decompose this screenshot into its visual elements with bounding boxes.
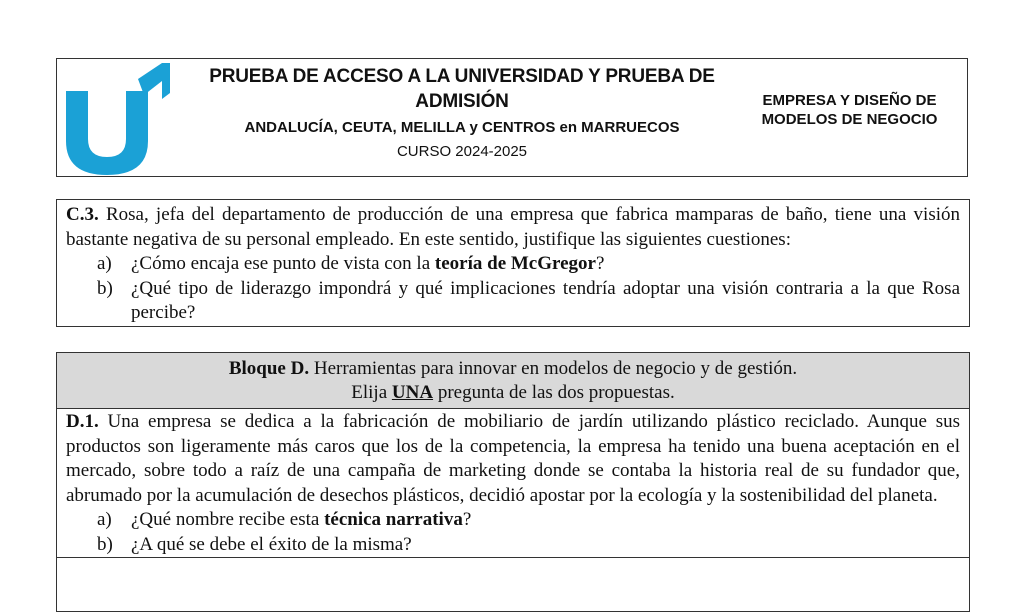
sub-text — [131, 508, 960, 533]
sub-letter: a) — [97, 509, 112, 530]
question-d1-number: D.1. — [66, 411, 99, 432]
exam-course: CURSO 2024-2025 — [396, 143, 528, 160]
question-d1-statement — [66, 410, 960, 508]
subject-line-2: MODELOS DE NEGOCIO — [761, 111, 938, 128]
exam-subject — [747, 91, 952, 129]
sub-text-bold: técnica narrativa — [324, 509, 463, 530]
sub-text — [131, 252, 960, 277]
block-d-title-text: Herramientas para innovar en modelos de negocio y de gestión. — [309, 358, 798, 379]
block-d — [56, 352, 970, 612]
instruction-post: pregunta de las dos propuestas. — [433, 382, 675, 403]
question-d1-a — [66, 508, 960, 533]
exam-header — [56, 58, 968, 177]
question-c3 — [56, 199, 970, 327]
question-c3-text: Rosa, jefa del departamento de producción de una empresa que fabrica mamparas de baño, tiene una visión bastante negativa de su personal empleado. En este sentido, justifique las siguientes cuestiones: — [66, 204, 960, 250]
question-c3-number: C.3. — [66, 204, 99, 225]
question-d1-text: Una empresa se dedica a la fabricación de mobiliario de jardín utilizando plástico reciclado. Aunque sus productos son ligeramente más caros que los de la competencia, la empresa ha tenido una buena aceptación en el mercado, sobre todo a raíz de una campaña de marketing donde se contaba la historia real de su fundador que, abrumado por la acumulación de desechos plásticos, decidió apostar por la ecología y la sostenibilidad del planeta. — [66, 411, 960, 506]
question-c3-statement — [66, 203, 960, 252]
sub-text-pre: ¿Qué nombre recibe esta — [131, 509, 325, 530]
instruction-una: UNA — [391, 382, 434, 403]
header-center — [197, 59, 727, 160]
sub-text-bold: teoría de McGregor — [434, 253, 596, 274]
question-c3-a — [66, 252, 960, 277]
block-d-instruction — [57, 381, 969, 405]
sub-letter: b) — [97, 533, 113, 555]
question-d1 — [57, 409, 969, 558]
exam-title: PRUEBA DE ACCESO A LA UNIVERSIDAD Y PRUEBA DE ADMISIÓN — [209, 66, 715, 112]
sub-text-post: ? — [462, 509, 472, 530]
sub-text-pre: ¿Cómo encaja ese punto de vista con la — [131, 253, 435, 274]
sub-text-post: ? — [595, 253, 605, 274]
instruction-pre: Elija — [351, 382, 392, 403]
block-d-label: Bloque D. — [228, 358, 310, 379]
sub-letter: a) — [97, 253, 112, 274]
block-d-title — [57, 357, 969, 381]
sub-letter: b) — [97, 277, 113, 299]
exam-region: ANDALUCÍA, CEUTA, MELILLA y CENTROS en MARRUECOS — [244, 119, 680, 136]
university-logo-icon — [62, 61, 174, 177]
question-c3-b — [66, 277, 960, 326]
subject-line-1: EMPRESA Y DISEÑO DE — [762, 92, 937, 109]
sub-text: ¿Qué tipo de liderazgo impondrá y qué implicaciones tendría adoptar una visión contraria a la que Rosa percibe? — [131, 277, 960, 323]
sub-text: ¿A qué se debe el éxito de la misma? — [131, 533, 412, 555]
question-d2-cutoff — [57, 558, 969, 588]
block-d-header — [57, 353, 969, 409]
question-d1-b — [66, 533, 960, 558]
